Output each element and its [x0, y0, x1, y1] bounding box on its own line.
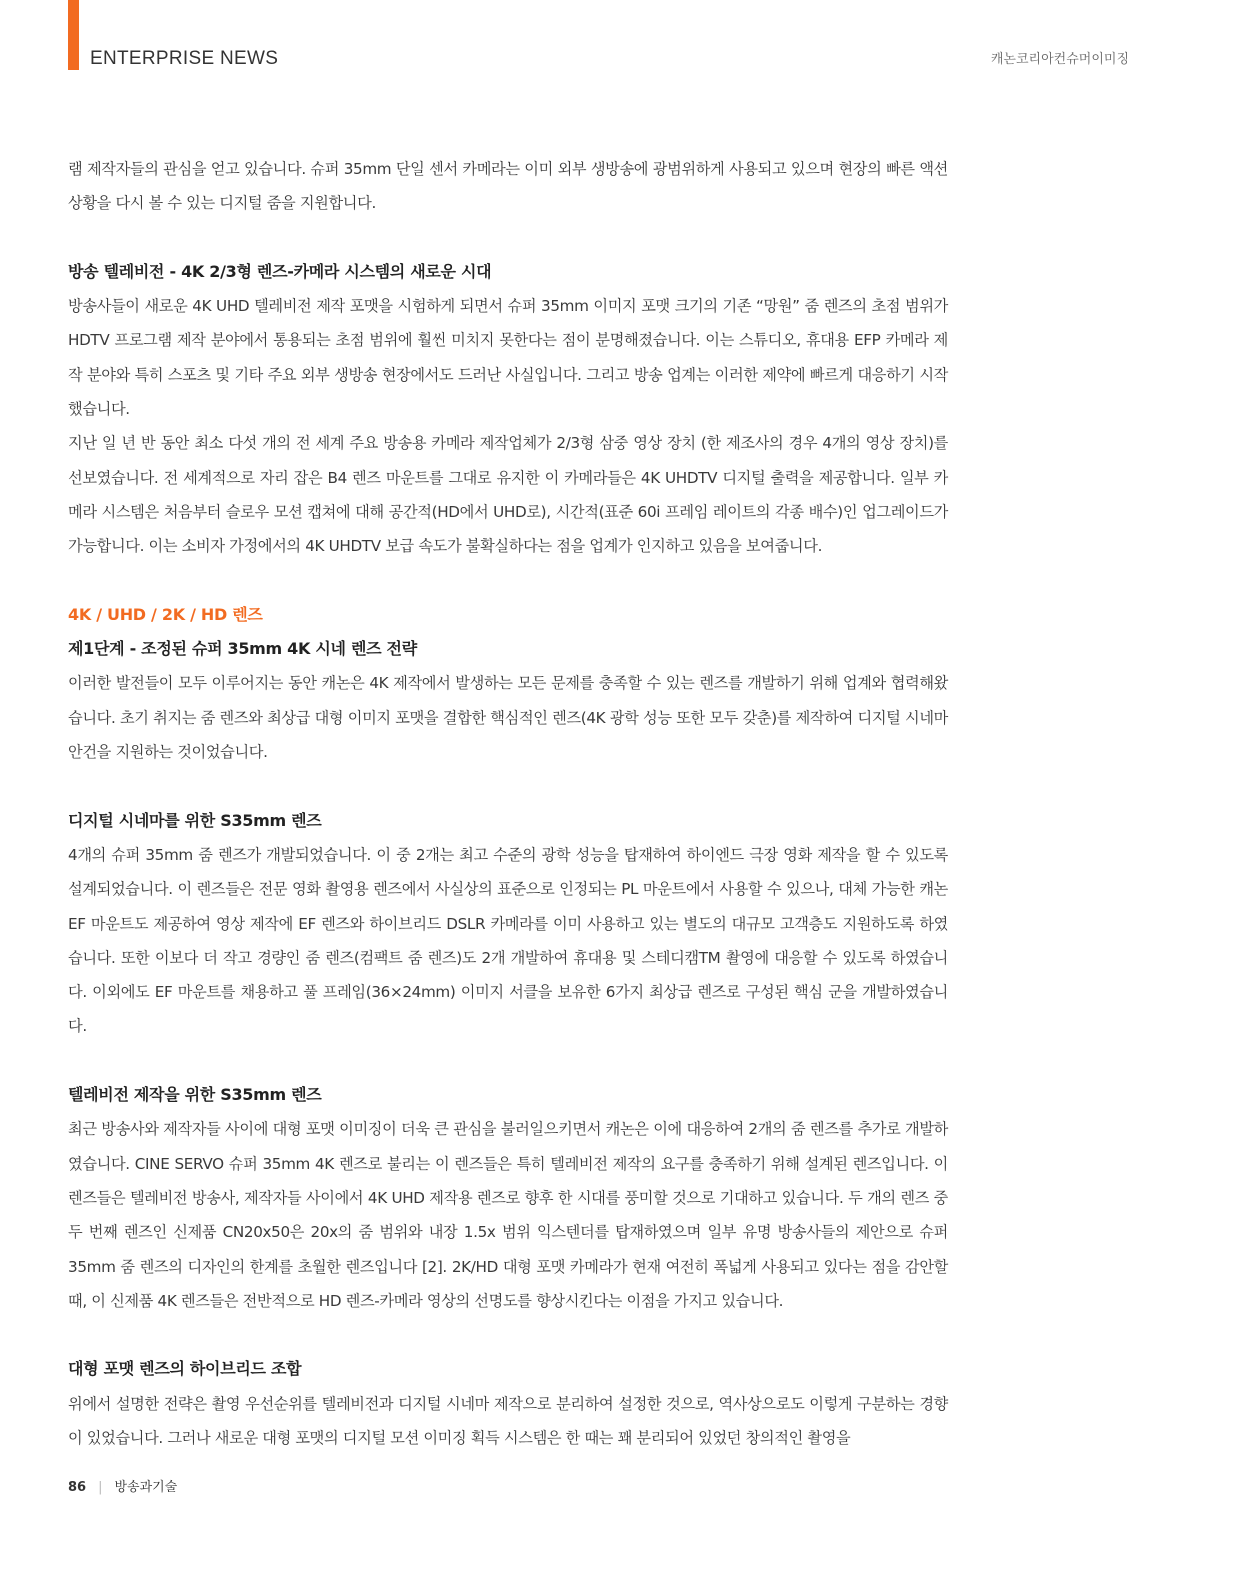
- paragraph-hybrid: 위에서 설명한 전략은 촬영 우선순위를 텔레비전과 디지털 시네마 제작으로 분리하여 설정한 것으로, 역사상으로도 이렇게 구분하는 경향이 있었습니다. 그러나 새로운 대형 포맷의 디지털 모션 이미징 획득 시스템은 한 때는 꽤 분리되어 있었던 창의적인 촬영을: [68, 1394, 948, 1447]
- paragraph-television: 최근 방송사와 제작자들 사이에 대형 포맷 이미징이 더욱 큰 관심을 불러일으키면서 캐논은 이에 대응하여 2개의 줌 렌즈를 추가로 개발하였습니다. CINE SERVO 슈퍼 35mm 4K 렌즈로 불리는 이 렌즈들은 특히 텔레비전 제작의 요구를 충족하기 위해 설계된 렌즈입니다. 이 렌즈들은 텔레비전 방송사, 제작자들 사이에서 4K UHD 제작용 렌즈로 향후 한 시대를 풍미할 것으로 기대하고 있습니다. 두 개의 렌즈 중 두 번째 렌즈인 신제품 CN20x50은 20x의 줌 범위와 내장 1.5x 범위 익스텐더를 탑재하였으며 일부 유명 방송사들의 제안으로 슈퍼 35mm 줌 렌즈의 디자인의 한계를 초월한 렌즈입니다 [2]. 2K/HD 대형 포맷 카메라가 현재 여전히 폭넓게 사용되고 있다는 점을 감안할 때, 이 신제품 4K 렌즈들은 전반적으로 HD 렌즈-카메라 영상의 선명도를 향상시킨다는 이점을 가지고 있습니다.: [68, 1120, 948, 1310]
- heading-hybrid: 대형 포맷 렌즈의 하이브리드 조합: [68, 1359, 302, 1379]
- page-footer: [68, 1476, 177, 1495]
- heading-broadcast-tv: 방송 텔레비전 - 4K 2/3형 렌즈-카메라 시스템의 새로운 시대: [68, 261, 492, 281]
- heading-television: 텔레비전 제작을 위한 S35mm 렌즈: [68, 1085, 322, 1105]
- header-accent-bar: [68, 0, 79, 70]
- article-body: [68, 152, 948, 1455]
- paragraph-broadcast-2: 지난 일 년 반 동안 최소 다섯 개의 전 세계 주요 방송용 카메라 제작업체가 2/3형 삼중 영상 장치 (한 제조사의 경우 4개의 영상 장치)를 선보였습니다. 전 세계적으로 자리 잡은 B4 렌즈 마운트를 그대로 유지한 이 카메라들은 4K UHDTV 디지털 출력을 제공합니다. 일부 카메라 시스템은 처음부터 슬로우 모션 캡쳐에 대해 공간적(HD에서 UHD로), 시간적(표준 60i 프레임 레이트의 각종 배수)인 업그레이드가 가능합니다. 이는 소비자 가정에서의 4K UHDTV 보급 속도가 불확실하다는 점을 업계가 인지하고 있음을 보여줍니다.: [68, 434, 948, 556]
- intro-paragraph: 램 제작자들의 관심을 얻고 있습니다. 슈퍼 35mm 단일 센서 카메라는 이미 외부 생방송에 광범위하게 사용되고 있으며 현장의 빠른 액션 상황을 다시 볼 수 있는 디지털 줌을 지원합니다.: [68, 160, 948, 213]
- footer-separator: |: [98, 1480, 103, 1495]
- paragraph-broadcast-1: 방송사들이 새로운 4K UHD 텔레비전 제작 포맷을 시험하게 되면서 슈퍼 35mm 이미지 포맷 크기의 기존 “망원” 줌 렌즈의 초점 범위가 HDTV 프로그램 제작 분야에서 통용되는 초점 범위에 훨씬 미치지 못한다는 점이 분명해졌습니다. 이는 스튜디오, 휴대용 EFP 카메라 제작 분야와 특히 스포츠 및 기타 주요 외부 생방송 현장에서도 드러난 사실입니다. 그리고 방송 업계는 이러한 제약에 빠르게 대응하기 시작했습니다.: [68, 297, 948, 419]
- lens-category-label: 4K / UHD / 2K / HD 렌즈: [68, 604, 263, 624]
- heading-digital-cinema: 디지털 시네마를 위한 S35mm 렌즈: [68, 810, 322, 830]
- publication-name: 방송과기술: [114, 1480, 178, 1495]
- paragraph-digital-cinema: 4개의 슈퍼 35mm 줌 렌즈가 개발되었습니다. 이 중 2개는 최고 수준의 광학 성능을 탑재하여 하이엔드 극장 영화 제작을 할 수 있도록 설계되었습니다. 이 렌즈들은 전문 영화 촬영용 렌즈에서 사실상의 표준으로 인정되는 PL 마운트에서 사용할 수 있으나, 대체 가능한 캐논 EF 마운트도 제공하여 영상 제작에 EF 렌즈와 하이브리드 DSLR 카메라를 이미 사용하고 있는 별도의 대규모 고객층도 지원하도록 하였습니다. 또한 이보다 더 작고 경량인 줌 렌즈(컴팩트 줌 렌즈)도 2개 개발하여 휴대용 및 스테디캠TM 촬영에 대응할 수 있도록 하였습니다. 이외에도 EF 마운트를 채용하고 풀 프레임(36×24mm) 이미지 서클을 보유한 6가지 최상급 렌즈로 구성된 핵심 군을 개발하였습니다.: [68, 845, 948, 1036]
- page-number: 86: [68, 1480, 87, 1495]
- section-label: ENTERPRISE NEWS: [90, 48, 279, 69]
- heading-stage-one: 제1단계 - 조정된 슈퍼 35mm 4K 시네 렌즈 전략: [68, 639, 417, 659]
- company-name: 캐논코리아컨슈머이미징: [990, 52, 1129, 67]
- paragraph-stage-one: 이러한 발전들이 모두 이루어지는 동안 캐논은 4K 제작에서 발생하는 모든 문제를 충족할 수 있는 렌즈를 개발하기 위해 업계와 협력해왔습니다. 초기 취지는 줌 렌즈와 최상급 대형 이미지 포맷을 결합한 핵심적인 렌즈(4K 광학 성능 또한 모두 갖춘)를 제작하여 디지털 시네마 안건을 지원하는 것이었습니다.: [68, 674, 948, 762]
